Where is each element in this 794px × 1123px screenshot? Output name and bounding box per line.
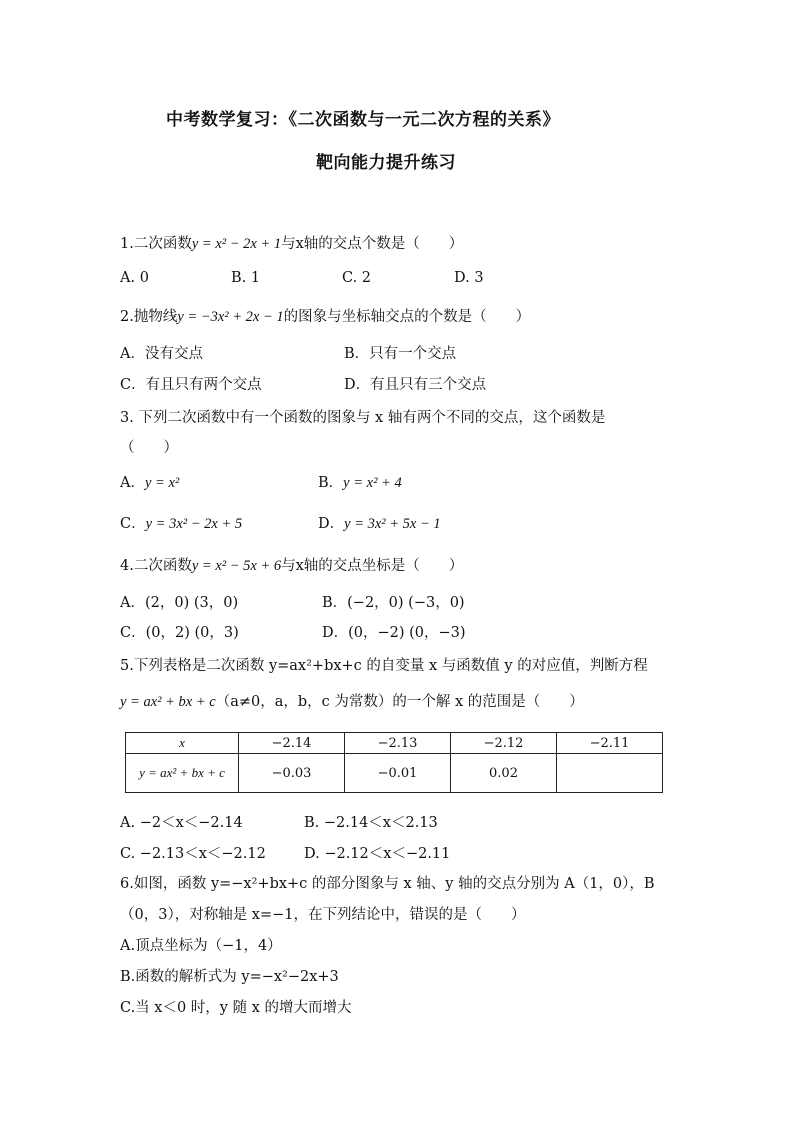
q4-option-a: A．(2，0) (3，0)	[120, 595, 239, 611]
question-2-stem	[120, 305, 530, 326]
title-line1: 中考数学复习：《二次函数与一元二次方程的关系》	[166, 110, 560, 130]
q6-option-b: B.函数的解析式为 y=−x²−2x+3	[120, 969, 339, 985]
q1-option-b: B. 1	[231, 270, 261, 286]
q3-option-a-label: A．	[120, 475, 145, 491]
q3-option-a	[120, 471, 179, 492]
table-cell: −0.03	[239, 754, 345, 793]
table-cell: −2.11	[557, 733, 663, 754]
q3-option-b-formula: y = x² + 4	[343, 475, 402, 491]
q6-option-c: C.当 x＜0 时，y 随 x 的增大而增大	[120, 1000, 352, 1016]
q1-option-d: D. 3	[454, 270, 484, 286]
q2-option-b: B．只有一个交点	[344, 346, 457, 362]
table-row	[126, 733, 663, 754]
table-cell: −0.01	[345, 754, 451, 793]
q4-option-d: D．(0，−2) (0，−3)	[322, 625, 466, 641]
q5-option-d: D. −2.12＜x＜−2.11	[304, 846, 451, 862]
question-1-stem	[120, 232, 463, 253]
question-3-stem-line1: 3. 下列二次函数中有一个函数的图象与 x 轴有两个不同的交点，这个函数是	[120, 410, 606, 426]
q1-prefix: 1.二次函数	[120, 236, 192, 252]
q5-option-a: A. −2＜x＜−2.14	[120, 815, 243, 831]
table-cell	[557, 754, 663, 793]
q5-option-b: B. −2.14＜x＜2.13	[304, 815, 438, 831]
table-row	[126, 754, 663, 793]
q4-option-b: B．(−2，0) (−3，0)	[322, 595, 465, 611]
table-cell: −2.14	[239, 733, 345, 754]
q3-option-d-formula: y = 3x² + 5x − 1	[344, 516, 441, 532]
q3-option-c-formula: y = 3x² − 2x + 5	[145, 516, 243, 532]
table-cell: 0.02	[451, 754, 557, 793]
q4-formula: y = x² − 5x + 6	[191, 558, 282, 574]
q5-suffix: （a≠0，a，b，c 为常数）的一个解 x 的范围是（ ）	[215, 694, 584, 710]
question-5-stem-line1: 5.下列表格是二次函数 y=ax²+bx+c 的自变量 x 与函数值 y 的对应值，判断方程	[120, 658, 648, 674]
q6-option-a: A.顶点坐标为（−1，4）	[120, 938, 282, 954]
q4-prefix: 4.二次函数	[120, 558, 192, 574]
title-line2: 靶向能力提升练习	[316, 153, 456, 173]
table-cell: y = ax² + bx + c	[126, 754, 239, 793]
table-cell: x	[126, 733, 239, 754]
table-cell: −2.13	[345, 733, 451, 754]
q3-option-b	[318, 471, 402, 492]
q3-option-d-label: D．	[318, 516, 345, 532]
q2-option-a: A．没有交点	[120, 346, 203, 362]
q3-option-a-formula: y = x²	[144, 475, 180, 491]
q1-option-c: C. 2	[342, 270, 372, 286]
q2-formula: y = −3x² + 2x − 1	[177, 309, 284, 325]
q3-option-c	[120, 512, 242, 533]
value-table	[125, 732, 663, 793]
q4-suffix: 与x轴的交点坐标是（ ）	[281, 558, 464, 574]
q3-option-d	[318, 512, 441, 533]
question-4-stem	[120, 554, 463, 575]
table-cell: −2.12	[451, 733, 557, 754]
q2-option-c: C．有且只有两个交点	[120, 377, 262, 393]
q5-formula: y = ax² + bx + c	[120, 694, 216, 710]
q1-formula: y = x² − 2x + 1	[191, 236, 282, 252]
q2-suffix: 的图象与坐标轴交点的个数是（ ）	[283, 309, 531, 325]
q2-option-d: D．有且只有三个交点	[344, 377, 487, 393]
question-6-stem-line1: 6.如图，函数 y=−x²+bx+c 的部分图象与 x 轴、y 轴的交点分别为 A（1，0），B	[120, 876, 655, 892]
q5-option-c: C. −2.13＜x＜−2.12	[120, 846, 266, 862]
q3-option-b-label: B．	[318, 475, 344, 491]
q4-option-c: C．(0，2) (0，3)	[120, 625, 239, 641]
question-5-stem-line2	[120, 690, 584, 711]
q3-option-c-label: C．	[120, 516, 146, 532]
q1-suffix: 与x轴的交点个数是（ ）	[281, 236, 464, 252]
q1-option-a: A. 0	[120, 270, 149, 286]
question-6-stem-line2: （0，3），对称轴是 x=−1，在下列结论中，错误的是（ ）	[120, 907, 526, 923]
q2-prefix: 2.抛物线	[120, 309, 178, 325]
question-3-stem-line2: （ ）	[120, 440, 178, 456]
